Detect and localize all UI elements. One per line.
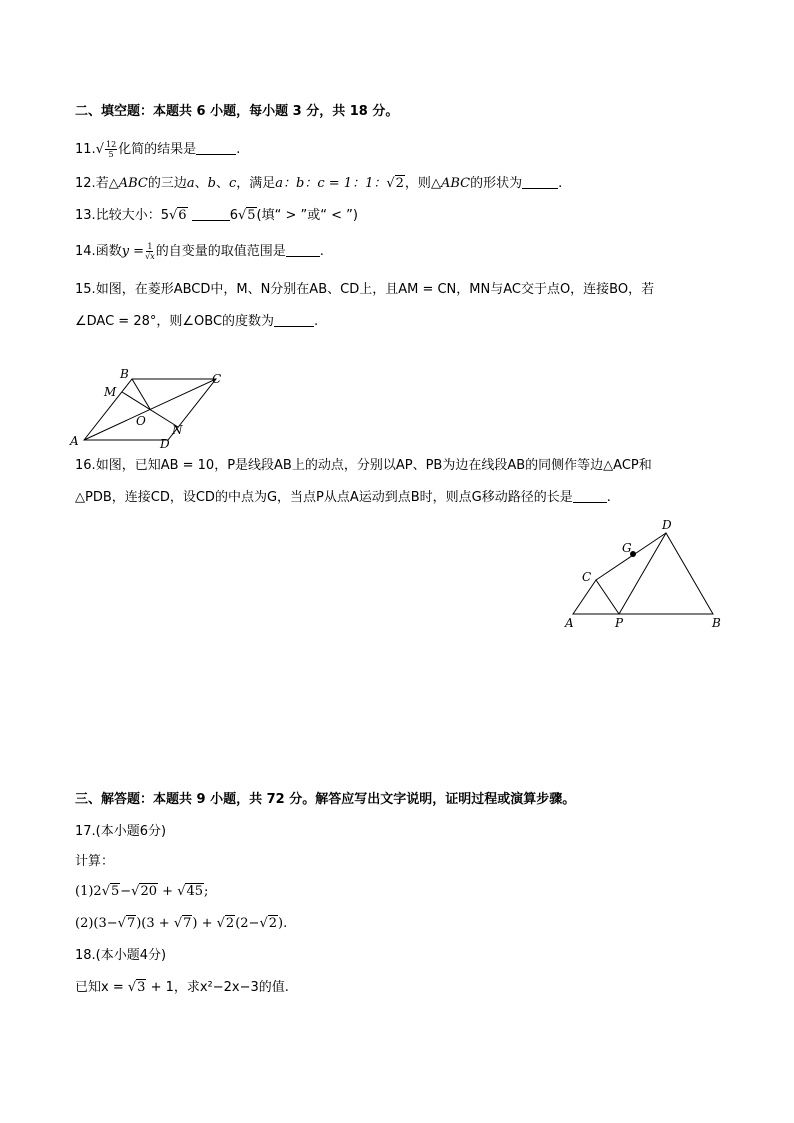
label-n: N [172, 423, 183, 437]
text: 比较大小：5 [95, 208, 169, 223]
label-d: D [160, 437, 170, 451]
sqrt-symbol: √ [131, 884, 140, 899]
sqrt-symbol: √ [117, 916, 126, 931]
math-abc: ABC [440, 176, 471, 191]
radicand: 3 [137, 980, 146, 995]
text: 的自变量的取值范围是 [155, 244, 286, 259]
text: △PDB，连接CD，设CD的中点为G，当点P从点A运动到点B时，则点G移动路径的长是 [75, 490, 573, 505]
question-17-intro: 计算： [75, 854, 115, 869]
math-abc: ABC [118, 176, 148, 191]
text: (2− [235, 916, 260, 931]
sqrt-symbol: √ [173, 916, 183, 931]
radicand: 7 [183, 916, 192, 931]
radicand: 2 [395, 176, 404, 191]
text: 、 [215, 176, 229, 191]
label-a: A [565, 616, 574, 630]
text: ). [278, 916, 288, 931]
question-16-line-1 [75, 456, 652, 476]
segment-mn [122, 392, 178, 427]
label-a: A [70, 434, 79, 448]
question-15-line-1 [75, 280, 654, 300]
sqrt-symbol: √ [177, 884, 186, 899]
answer-blank [573, 488, 607, 503]
math-y: y = [121, 244, 145, 259]
triangle-symbol: △ [108, 176, 119, 191]
radicand: 2 [268, 916, 278, 931]
question-17-part-1 [75, 882, 208, 902]
text: + 1，求x²−2x−3的值. [146, 980, 289, 995]
sqrt-symbol: √ [386, 176, 395, 191]
fraction: $\frac{12}{5}$ [105, 140, 117, 159]
text: − [120, 884, 132, 899]
question-18-title: 18.(本小题4分) [75, 948, 167, 963]
text: 6 [229, 208, 238, 223]
radicand: 6 [178, 208, 187, 223]
radicand: 5 [247, 208, 256, 223]
label-o: O [136, 414, 146, 428]
sqrt-symbol: √ [216, 916, 225, 931]
question-number: 15. [75, 282, 96, 297]
label-b: B [120, 367, 129, 381]
triangle-symbol: △ [430, 176, 441, 191]
question-number: 14. [75, 244, 96, 259]
text: 如图，在菱形ABCD中，M、N分别在AB、CD上，且AM = CN，MN与AC交于点O，连接BO，若 [95, 282, 655, 297]
math-b: b [207, 176, 216, 191]
question-18-body [75, 978, 289, 998]
answer-blank [196, 140, 236, 155]
question-16-line-2: △PDB，连接CD，设CD的中点为G，当点P从点A运动到点B时，则点G移动路径的长是 . [75, 490, 611, 505]
text: )(3 + [136, 916, 174, 931]
sqrt-symbol: √ [259, 916, 268, 931]
segment-bo [132, 379, 150, 409]
text: 、 [194, 176, 208, 191]
text: 的形状为 [470, 176, 523, 191]
question-17-title: 17.(本小题6分) [75, 824, 167, 839]
label-d: D [662, 518, 672, 532]
text: 如图，已知AB = 10，P是线段AB上的动点，分别以AP、PB为边在线段AB的同侧作等边△ACP和 [95, 458, 652, 473]
answer-blank [192, 206, 230, 221]
answer-blank [286, 242, 320, 257]
radicand: 20 [140, 884, 158, 899]
sqrt-symbol: √ [168, 208, 178, 223]
sqrt-symbol: √ [101, 884, 110, 899]
sqrt-symbol: √ [237, 208, 247, 223]
text: ) + [192, 916, 217, 931]
label-p: P [615, 616, 624, 630]
text: ，则 [404, 176, 431, 191]
text: 的三边 [147, 176, 187, 191]
fraction: $\frac{1}{√x}$ [145, 242, 155, 261]
question-14: 14.函数y = $\frac{1}{√x}$ 的自变量的取值范围是 . [75, 242, 324, 261]
radicand: 45 [186, 884, 204, 899]
text: 若 [95, 176, 109, 191]
question-13 [75, 206, 358, 226]
section-3-heading: 三、解答题：本题共 9 小题，共 72 分。解答应写出文字说明，证明过程或演算步骤。 [75, 792, 576, 807]
triangles-figure [560, 514, 730, 634]
answer-blank [522, 174, 558, 189]
question-11: 11.√ $\frac{12}{5}$ 化简的结果是 . [75, 140, 241, 159]
question-12: 12.若△ABC的三边a、b、c，满足a：b：c = 1：1：√2，则△ABC的形状为 . [75, 176, 563, 191]
text: (1)2 [75, 884, 102, 899]
rhombus-figure [66, 362, 236, 452]
question-15-line-2: ∠DAC = 28°，则∠OBC的度数为 . [75, 314, 319, 329]
question-number: 11. [75, 142, 96, 157]
radicand: 7 [126, 916, 136, 931]
triangle-pdb [619, 533, 713, 614]
text: 已知x = [75, 980, 128, 995]
sqrt-symbol: √ [127, 980, 137, 995]
label-m: M [104, 385, 117, 399]
label-g: G [622, 541, 632, 555]
text: (2)(3− [75, 916, 118, 931]
question-17-part-2 [75, 914, 287, 934]
triangle-acp [573, 580, 619, 614]
question-text: 化简的结果是 [118, 142, 197, 157]
text: ，满足 [236, 176, 276, 191]
text: (填“ > ”或“ < ”) [256, 208, 358, 223]
question-number: 16. [75, 458, 96, 473]
sqrt-symbol: √ [95, 142, 104, 157]
label-b: B [712, 616, 721, 630]
label-c: C [212, 372, 222, 386]
radicand: 2 [225, 916, 235, 931]
answer-blank [274, 312, 314, 327]
question-number: 13. [75, 208, 96, 223]
math-a: a [186, 176, 195, 191]
section-2-heading: 二、填空题：本题共 6 小题，每小题 3 分，共 18 分。 [75, 104, 399, 119]
text: 函数 [95, 244, 122, 259]
text: ∠DAC = 28°，则∠OBC的度数为 [75, 314, 275, 329]
text: + [158, 884, 178, 899]
math-ratio: a：b：c = 1：1： [275, 176, 387, 191]
label-c: C [582, 570, 592, 584]
math-c: c [228, 176, 237, 191]
radicand: 5 [110, 884, 120, 899]
text: ; [204, 884, 209, 899]
question-number: 12. [75, 176, 96, 191]
